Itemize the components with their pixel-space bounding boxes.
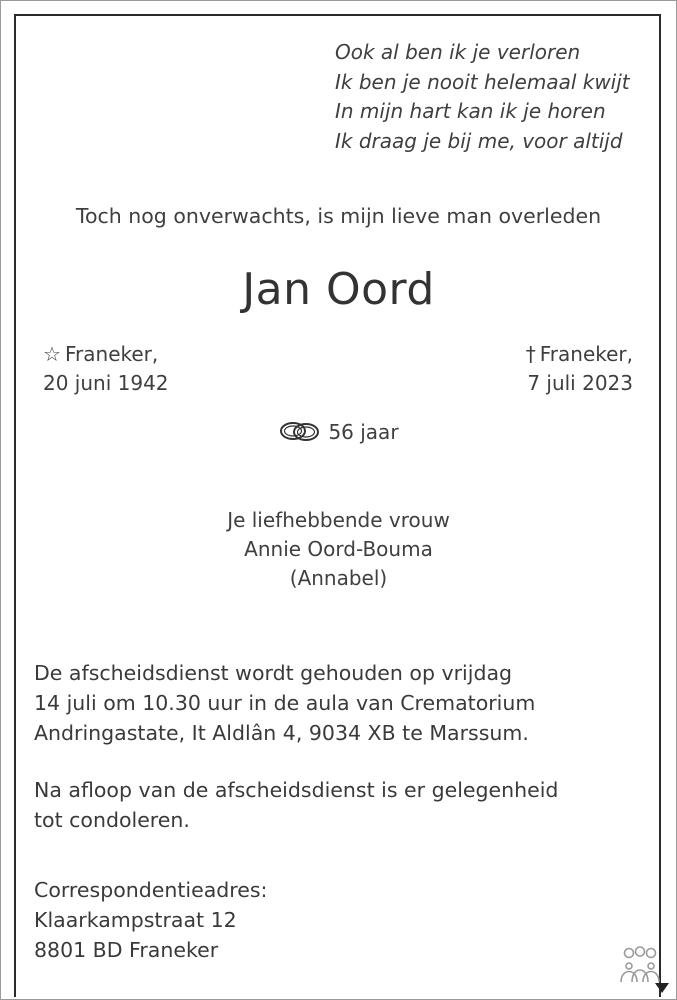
address-line: Klaarkampstraat 12 [34, 908, 237, 932]
family-signature [0, 506, 677, 593]
birth-info [43, 340, 169, 398]
poem-line: Ook al ben ik je verloren [335, 40, 581, 64]
triangle-down-icon[interactable] [655, 983, 669, 993]
address-line: Correspondentieadres: [34, 878, 268, 902]
poem [335, 38, 630, 156]
marriage-years: 56 jaar [328, 420, 399, 444]
service-line: 14 juli om 10.30 uur in de aula van Crematorium [34, 691, 536, 715]
poem-line: Ik draag je bij me, voor altijd [335, 128, 623, 153]
cross-icon: † [525, 342, 536, 366]
family-line: Annie Oord-Bouma [244, 537, 433, 561]
poem-line: Ik ben je nooit helemaal kwijt [335, 69, 630, 94]
death-date: 7 juli 2023 [527, 371, 633, 395]
correspondence-address [34, 875, 267, 965]
death-place: Franeker, [539, 342, 633, 366]
deceased-name: Jan Oord [242, 264, 435, 315]
condolence-line: tot condoleren. [34, 808, 190, 832]
star-icon: ☆ [43, 342, 61, 366]
family-line: (Annabel) [289, 566, 388, 590]
birth-place: Franeker, [65, 342, 159, 366]
people-group-icon [617, 946, 663, 988]
announcement: Toch nog onverwachts, is mijn lieve man overleden [75, 204, 602, 228]
birth-date: 20 juni 1942 [43, 371, 169, 395]
service-details [34, 658, 535, 748]
death-info [526, 340, 633, 398]
family-line: Je liefhebbende vrouw [227, 508, 450, 532]
service-line: De afscheidsdienst wordt gehouden op vrijdag [34, 661, 513, 685]
poem-line: In mijn hart kan ik je horen [335, 99, 606, 123]
address-line: 8801 BD Franeker [34, 938, 219, 962]
wedding-rings-icon [278, 420, 322, 447]
condolence-info [34, 775, 558, 835]
marriage-duration [0, 420, 677, 447]
condolence-line: Na afloop van de afscheidsdienst is er gelegenheid [34, 778, 559, 802]
service-line: Andringastate, It Aldlân 4, 9034 XB te Marssum. [34, 721, 529, 745]
